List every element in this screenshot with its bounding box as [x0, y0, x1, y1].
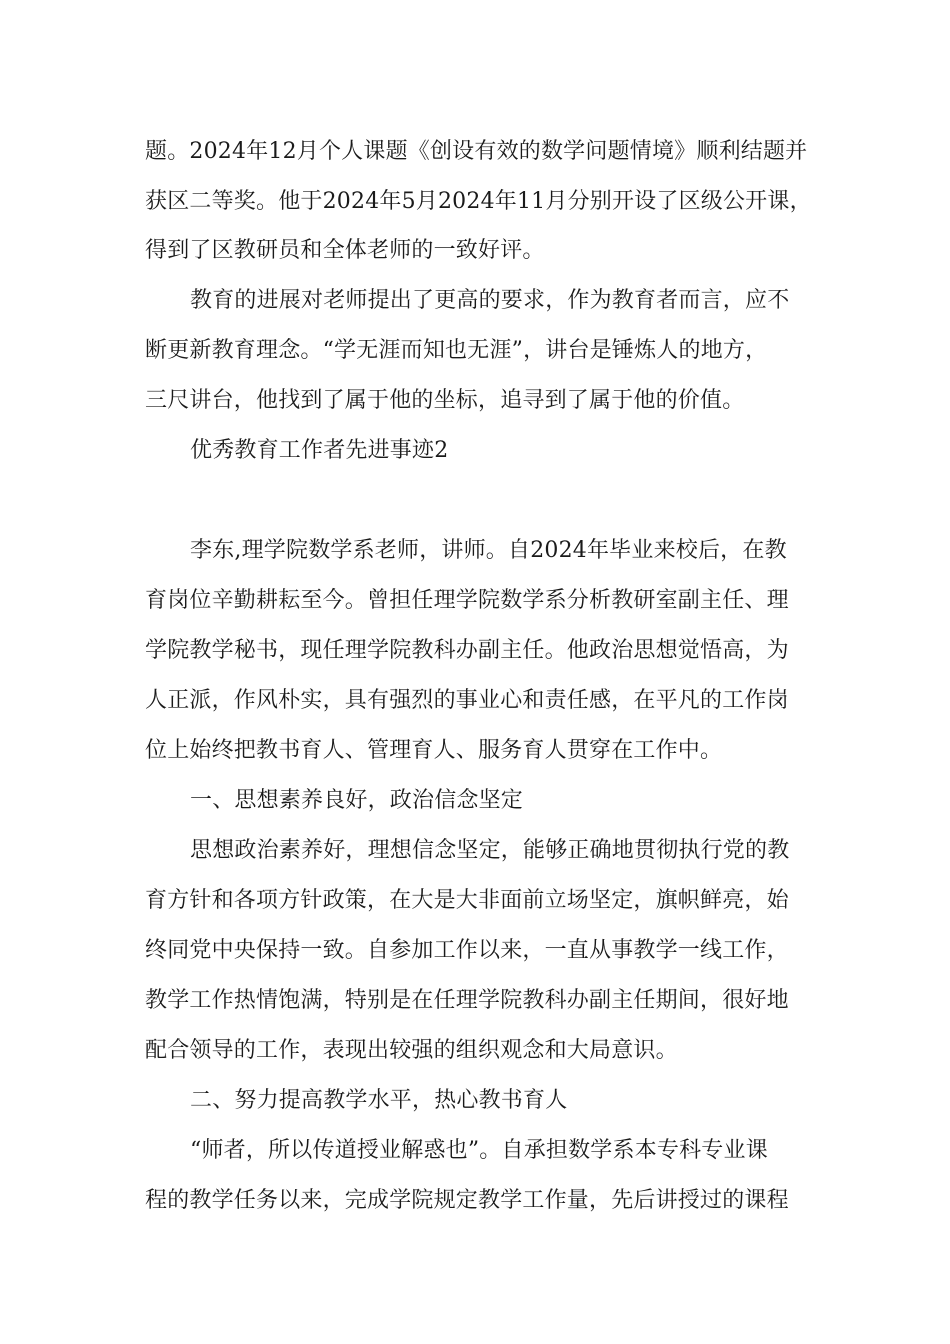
text-line: 位上始终把教书育人、管理育人、服务育人贯穿在工作中。 — [145, 738, 723, 763]
text-line: 三尺讲台，他找到了属于他的坐标，追寻到了属于他的价值。 — [145, 388, 745, 413]
text-line: 获区二等奖。他于2024年5月2024年11月分别开设了区级公开课， — [145, 189, 812, 214]
text-line: 配合领导的工作，表现出较强的组织观念和大局意识。 — [145, 1038, 678, 1063]
text-line: 程的教学任务以来，完成学院规定教学工作量，先后讲授过的课程 — [145, 1188, 789, 1213]
text-line: 教学工作热情饱满，特别是在任理学院教科办副主任期间，很好地 — [145, 988, 789, 1013]
text-line: 李东,理学院数学系老师，讲师。自2024年毕业来校后，在教 — [190, 538, 787, 563]
text-line: 终同党中央保持一致。自参加工作以来，一直从事教学一线工作， — [145, 938, 789, 963]
text-line: 断更新教育理念。“学无涯而知也无涯”，讲台是锤炼人的地方， — [145, 338, 768, 363]
text-line: “师者，所以传道授业解惑也”。自承担数学系本专科专业课 — [190, 1138, 768, 1163]
text-line: 得到了区教研员和全体老师的一致好评。 — [145, 238, 545, 263]
text-line: 育方针和各项方针政策，在大是大非面前立场坚定，旗帜鲜亮，始 — [145, 888, 789, 913]
text-line: 人正派，作风朴实，具有强烈的事业心和责任感，在平凡的工作岗 — [145, 688, 789, 713]
text-line: 思想政治素养好，理想信念坚定，能够正确地贯彻执行党的教 — [190, 838, 790, 863]
text-line: 学院教学秘书，现任理学院教科办副主任。他政治思想觉悟高，为 — [145, 638, 789, 663]
section-title: 优秀教育工作者先进事迹2 — [190, 438, 449, 463]
subsection-heading: 一、思想素养良好，政治信念坚定 — [190, 788, 524, 813]
text-line: 教育的进展对老师提出了更高的要求，作为教育者而言，应不 — [190, 288, 790, 313]
text-line: 题。2024年12月个人课题《创设有效的数学问题情境》顺利结题并 — [145, 139, 808, 164]
subsection-heading: 二、努力提高教学水平，热心教书育人 — [190, 1088, 568, 1113]
text-line: 育岗位辛勤耕耘至今。曾担任理学院数学系分析教研室副主任、理 — [145, 588, 789, 613]
